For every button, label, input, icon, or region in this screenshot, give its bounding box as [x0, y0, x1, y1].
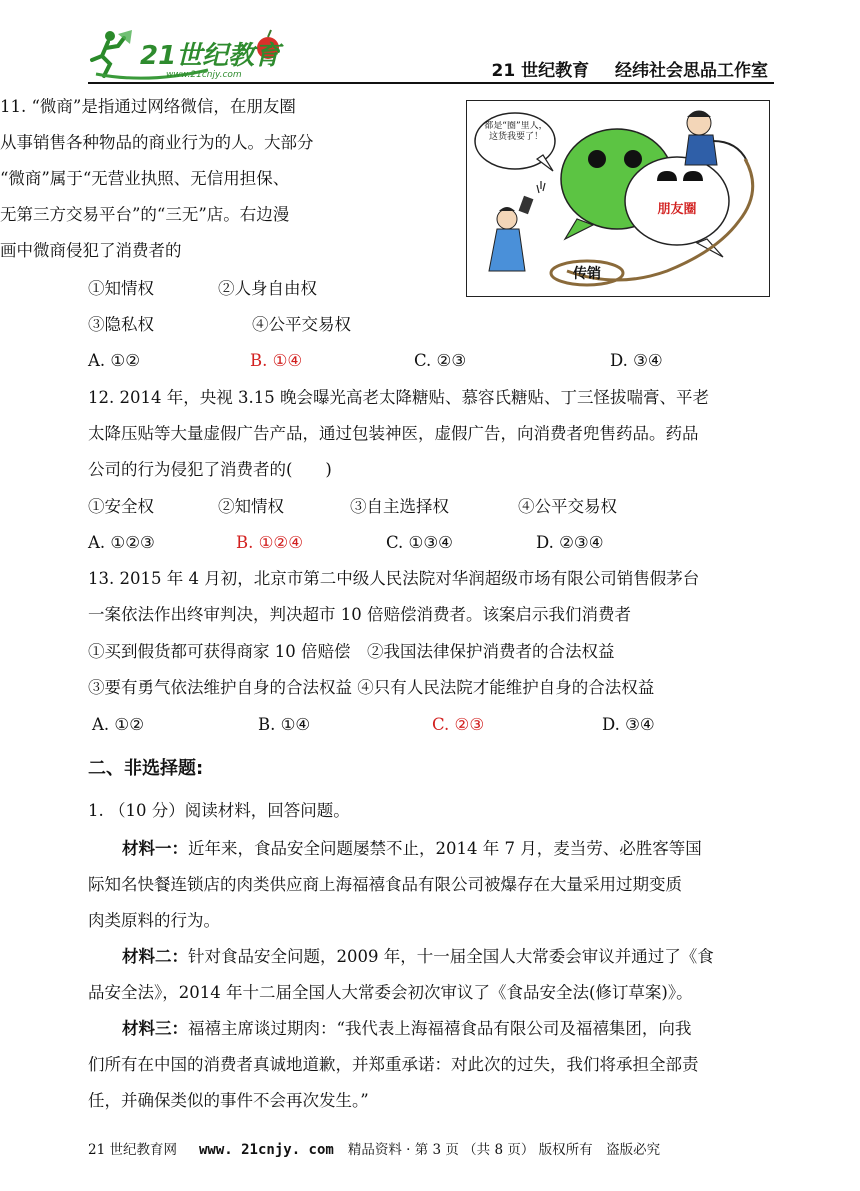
footer-left: 21 世纪教育网 [88, 1142, 177, 1158]
q13-line-2: 一案依法作出终审判决，判决超市 10 倍赔偿消费者。该案启示我们消费者 [88, 605, 631, 624]
comic-drawing [467, 101, 769, 296]
q11-line-3: “微商”属于“无营业执照、无信用担保、 [0, 169, 290, 188]
material-2-text-1: 针对食品安全问题，2009 年，十一届全国人大常委会审议并通过了《食 [188, 947, 714, 966]
logo-21cnjy [88, 24, 288, 84]
q13-items-1: ①买到假货都可获得商家 10 倍赔偿 ②我国法律保护消费者的合法权益 [88, 642, 615, 661]
q12-item-1: ①安全权 [88, 497, 154, 516]
header-studio: 经纬社会思品工作室 [615, 61, 768, 81]
q12-item-4: ④公平交易权 [518, 497, 617, 516]
material-1-text-1: 近年来，食品安全问题屡禁不止，2014 年 7 月，麦当劳、必胜客等国 [188, 839, 702, 858]
q11-line-5: 画中微商侵犯了消费者的 [0, 241, 182, 260]
q12-choice-c: C. ①③④ [386, 533, 453, 552]
q12-line-1: 12. 2014 年，央视 3.15 晚会曝光高老太降糖贴、慕容氏糖贴、丁三怪拔喘膏、平老 [88, 388, 709, 407]
q11-choice-a: A. ①② [88, 351, 140, 370]
q12-line-3: 公司的行为侵犯了消费者的( ) [88, 460, 332, 479]
material-3-label: 材料三： [122, 1019, 188, 1038]
section-2-q1-intro: 1. （10 分）阅读材料，回答问题。 [88, 801, 350, 820]
logo-text: 21世纪教育 [140, 41, 281, 71]
material-1-line-2: 际知名快餐连锁店的肉类供应商上海福禧食品有限公司被爆存在大量采用过期变质 [88, 875, 682, 894]
q12-choice-b-answer: B. ①②④ [236, 533, 303, 552]
q11-line-2: 从事销售各种物品的商业行为的人。大部分 [0, 133, 314, 152]
q11-item-3: ③隐私权 [88, 315, 154, 334]
q11-choice-d: D. ③④ [610, 351, 663, 370]
q12-item-2: ②知情权 [218, 497, 284, 516]
q11-item-1: ①知情权 [88, 279, 154, 298]
q11-line-4: 无第三方交易平台”的“三无”店。右边漫 [0, 205, 290, 224]
material-2-line-1 [122, 946, 714, 968]
comic-circle-label: 朋友圈 [657, 202, 697, 217]
material-1-line-1 [122, 838, 702, 860]
q12-item-3: ③自主选择权 [350, 497, 449, 516]
material-3-line-2: 们所有在中国的消费者真诚地道歉，并郑重承诺：对此次的过失，我们将承担全部责 [88, 1055, 699, 1074]
comic-illustration [466, 100, 770, 297]
q11-line-1: 11. “微商”是指通过网络微信，在朋友圈 [0, 97, 296, 116]
q13-choice-b: B. ①④ [258, 715, 311, 734]
page-header [88, 18, 774, 84]
logo-url: www.21cnjy.com [166, 70, 242, 80]
material-3-text-1: 福禧主席谈过期肉：“我代表上海福禧食品有限公司及福禧集团，向我 [188, 1019, 692, 1038]
material-1-line-3: 肉类原料的行为。 [88, 911, 220, 930]
q12-choice-d: D. ②③④ [536, 533, 604, 552]
material-3-line-3: 任，并确保类似的事件不会再次发生。” [88, 1091, 369, 1110]
q12-line-2: 太降压贴等大量虚假广告产品，通过包装神医，虚假广告，向消费者兜售药品。药品 [88, 424, 699, 443]
q13-items-2: ③要有勇气依法维护自身的合法权益 ④只有人民法院才能维护自身的合法权益 [88, 678, 655, 697]
q13-line-1: 13. 2015 年 4 月初，北京市第二中级人民法院对华润超级市场有限公司销售假茅台 [88, 569, 700, 588]
q13-choice-a: A. ①② [92, 715, 144, 734]
q13-choice-c-answer: C. ②③ [432, 715, 485, 734]
header-divider [88, 82, 774, 84]
section-2-title: 二、非选择题: [88, 758, 204, 779]
material-2-label: 材料二： [122, 947, 188, 966]
q11-choice-c: C. ②③ [414, 351, 467, 370]
material-2-line-2: 品安全法》，2014 年十二届全国人大常委会初次审议了《食品安全法(修订草案)》。 [88, 983, 693, 1002]
page-footer [88, 1138, 778, 1158]
q11-item-2: ②人身自由权 [218, 279, 317, 298]
comic-rope-label: 传销 [573, 266, 601, 282]
material-3-line-1 [122, 1018, 691, 1040]
footer-site-link[interactable]: www. 21cnjy. com [198, 1142, 334, 1158]
material-1-label: 材料一： [122, 839, 188, 858]
header-org: 21 世纪教育 [491, 61, 590, 81]
q12-choice-a: A. ①②③ [88, 533, 155, 552]
header-title [472, 56, 769, 81]
comic-speech-text: 都是“圈”里人，这货我要了！ [484, 121, 548, 142]
q13-choice-d: D. ③④ [602, 715, 655, 734]
q11-item-4: ④公平交易权 [252, 315, 351, 334]
q11-choice-b-answer: B. ①④ [250, 351, 303, 370]
footer-right: 精品资料 · 第 3 页 （共 8 页） 版权所有 盗版必究 [347, 1142, 661, 1158]
